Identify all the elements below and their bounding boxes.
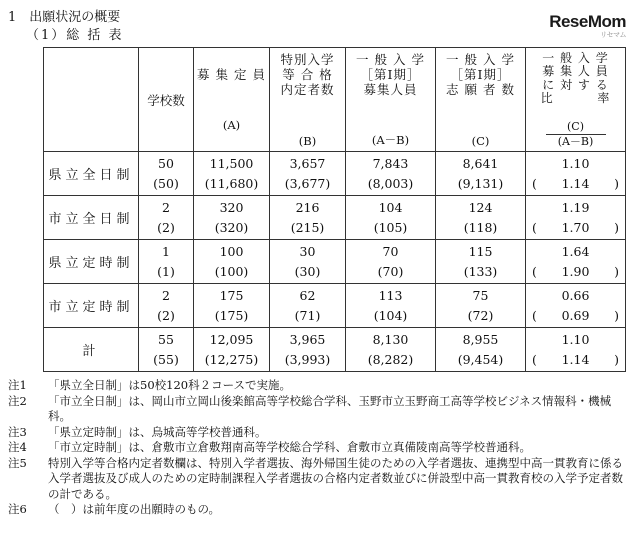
schools-cell: 1 (1) — [139, 240, 194, 284]
table-row — [44, 284, 626, 328]
slots-cell: 104 (105) — [346, 196, 436, 240]
header-applicants: 一 般 入 学 ［第Ⅰ期］ 志 願 者 数 (C) — [436, 48, 526, 152]
note-tag: 注5 — [8, 455, 27, 470]
header-capacity: 募 集 定 員 (A) — [194, 48, 270, 152]
header-schools: 学校数 — [139, 48, 194, 152]
capacity-cell: 175 (175) — [194, 284, 270, 328]
note-item — [8, 456, 628, 503]
ratio-cell: 1.64 ( 1.90 ) — [526, 240, 626, 284]
note-text: 「市立定時制」は、倉敷市立倉敷翔南高等学校総合学科、倉敷市立真備陵南高等学校普通科。 — [48, 440, 531, 454]
schools-cell: 2 (2) — [139, 196, 194, 240]
special-cell: 3,965 (3,993) — [270, 328, 346, 372]
notes-section — [8, 378, 628, 518]
ratio-cell: 1.19 ( 1.70 ) — [526, 196, 626, 240]
header-row — [44, 48, 626, 152]
table-row — [44, 328, 626, 372]
note-item — [8, 502, 628, 518]
slots-cell: 7,843 (8,003) — [346, 152, 436, 196]
ratio-cell: 1.10 ( 1.14 ) — [526, 328, 626, 372]
header-special: 特別入学 等 合 格 内定者数 (B) — [270, 48, 346, 152]
header-ratio: 一 般 入 学 募 集 人 員 に 対 す る 比 率 $\frac{(C)}{(A-B)}$ — [526, 48, 626, 152]
row-label: 県立定時制 — [44, 240, 139, 284]
note-item — [8, 425, 628, 441]
table-row — [44, 240, 626, 284]
table-title: （1）総 括 表 — [26, 28, 124, 43]
note-tag: 注1 — [8, 378, 27, 392]
table-row — [44, 152, 626, 196]
section-heading: 1 出願状況の概要 — [8, 10, 121, 25]
row-label: 計 — [44, 328, 139, 372]
applicants-cell: 8,955 (9,454) — [436, 328, 526, 372]
schools-cell: 2 (2) — [139, 284, 194, 328]
ratio-cell: 1.10 ( 1.14 ) — [526, 152, 626, 196]
note-item — [8, 378, 628, 394]
special-cell: 30 (30) — [270, 240, 346, 284]
schools-cell: 50 (50) — [139, 152, 194, 196]
summary-table — [43, 47, 626, 372]
resemom-logo — [549, 12, 626, 40]
slots-cell: 8,130 (8,282) — [346, 328, 436, 372]
logo-subtext: リセマム — [600, 32, 626, 39]
note-item — [8, 394, 628, 425]
ratio-numerator: (C) — [567, 119, 584, 133]
note-tag: 注2 — [8, 393, 27, 408]
applicants-cell: 75 (72) — [436, 284, 526, 328]
slots-cell: 113 (104) — [346, 284, 436, 328]
row-label: 県立全日制 — [44, 152, 139, 196]
row-label: 市立全日制 — [44, 196, 139, 240]
capacity-cell: 320 (320) — [194, 196, 270, 240]
note-tag: 注4 — [8, 440, 27, 454]
ratio-denominator: (A－B) — [557, 134, 594, 148]
capacity-cell: 11,500 (11,680) — [194, 152, 270, 196]
header-blank — [44, 48, 139, 152]
note-tag: 注3 — [8, 424, 27, 439]
note-text: 「県立全日制」は50校120科２コースで実施。 — [48, 378, 292, 392]
special-cell: 3,657 (3,677) — [270, 152, 346, 196]
row-label: 市立定時制 — [44, 284, 139, 328]
note-text: 「市立全日制」は、岡山市立岡山後楽館高等学校総合学科、玉野市立玉野商工高等学校ビジネス情報科・機械科。 — [48, 393, 612, 423]
note-text: 「県立定時制」は、烏城高等学校普通科。 — [48, 424, 267, 439]
applicants-cell: 8,641 (9,131) — [436, 152, 526, 196]
note-text: 特別入学等合格内定者数欄は、特別入学者選抜、海外帰国生徒のための入学者選抜、連携型中高一貫教育に係る入学者選抜及び成人のための定時制課程入学者選抜の合格内定者数並びに併設型中高一貫教育校の入学予定者数の計である。 — [48, 455, 623, 501]
note-tag: 注6 — [8, 502, 27, 516]
capacity-cell: 100 (100) — [194, 240, 270, 284]
header-general-slots: 一 般 入 学 ［第Ⅰ期］ 募集人員 (A－B) — [346, 48, 436, 152]
note-item — [8, 440, 628, 456]
special-cell: 216 (215) — [270, 196, 346, 240]
slots-cell: 70 (70) — [346, 240, 436, 284]
special-cell: 62 (71) — [270, 284, 346, 328]
capacity-cell: 12,095 (12,275) — [194, 328, 270, 372]
note-text: （ ）は前年度の出願時のもの。 — [48, 502, 221, 516]
logo-text: ReseMom — [549, 12, 626, 31]
applicants-cell: 115 (133) — [436, 240, 526, 284]
applicants-cell: 124 (118) — [436, 196, 526, 240]
ratio-cell: 0.66 ( 0.69 ) — [526, 284, 626, 328]
schools-cell: 55 (55) — [139, 328, 194, 372]
table-row — [44, 196, 626, 240]
